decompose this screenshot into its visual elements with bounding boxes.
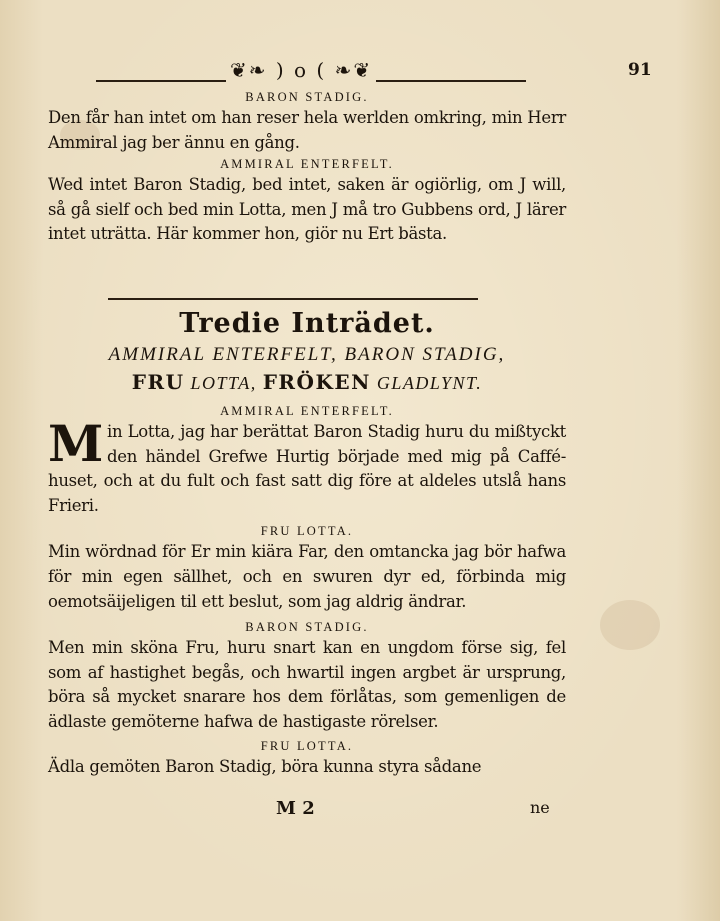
- cast-list: [48, 370, 566, 394]
- dialogue-paragraph: Ädla gemöten Baron Stadig, böra kunna styra sådane: [48, 756, 482, 776]
- header-rule: [96, 80, 226, 82]
- running-head: BARON STADIG.: [245, 90, 369, 104]
- dialogue: [48, 402, 566, 779]
- dialogue-text: in Lotta, jag har berättat Baron Stadig huru du mißtyckt den händel Grefwe Hurtig började med mig på Caffé-huset, och at du fult och fast satt dig före at aldeles utslå hans Frieri.: [48, 422, 566, 515]
- header-rule: [376, 80, 526, 82]
- speaker-name: FRU LOTTA.: [260, 738, 354, 753]
- dialogue-paragraph: Wed intet Baron Stadig, bed intet, saken är ogiörlig, om J will, så gå sielf och bed min Lotta, men J må tro Gubbens ord, J lärer intet uträtta. Här kommer hon, giör nu Ert bästa.: [48, 175, 566, 244]
- section-divider: [108, 298, 478, 300]
- speaker-name: BARON STADIG.: [245, 620, 369, 635]
- speaker-name: FRU LOTTA.: [260, 524, 354, 539]
- cast-name: GLADLYNT.: [376, 373, 483, 393]
- page-number: 91: [628, 60, 652, 80]
- dialogue-paragraph: Men min sköna Fru, huru snart kan en ungdom förse sig, fel som af hastighet begås, och hwartil ingen argbet är ursprung, böra så mycket snarare hos dem förlåtas, som gemenligen de ädlaste gemöterne hafwa de hastigaste rörelser.: [48, 638, 566, 731]
- page-header: [96, 56, 652, 86]
- cast-title: FRÖKEN: [262, 370, 371, 394]
- dialogue-paragraph: [48, 414, 566, 518]
- act-title: Tredie Inträdet.: [179, 308, 435, 339]
- cast-title: FRU: [131, 370, 185, 394]
- drop-cap: M: [48, 414, 104, 473]
- cast-name: LOTTA,: [190, 373, 257, 393]
- speaker-name: AMMIRAL ENTERFELT.: [220, 404, 394, 418]
- scene-end: [48, 88, 566, 247]
- catchword: ne: [530, 798, 550, 817]
- signature-mark: M 2: [276, 798, 315, 819]
- header-ornament: ❦❧ ) o ( ❧❦: [230, 58, 373, 82]
- cast-list: AMMIRAL ENTERFELT, BARON STADIG,: [108, 344, 506, 365]
- paper-stain: [600, 600, 660, 650]
- dialogue-paragraph: Min wördnad för Er min kiära Far, den omtancka jag bör hafwa för min egen sällhet, och en swuren dyr ed, förbinda mig oemotsäijeligen til ett beslut, som jag aldrig ändrar.: [48, 542, 566, 611]
- dialogue-paragraph: Den får han intet om han reser hela werlden omkring, min Herr Ammiral jag ber ännu en gång.: [48, 108, 566, 152]
- speaker-name: AMMIRAL ENTERFELT.: [220, 157, 394, 172]
- page-footer: [48, 798, 566, 824]
